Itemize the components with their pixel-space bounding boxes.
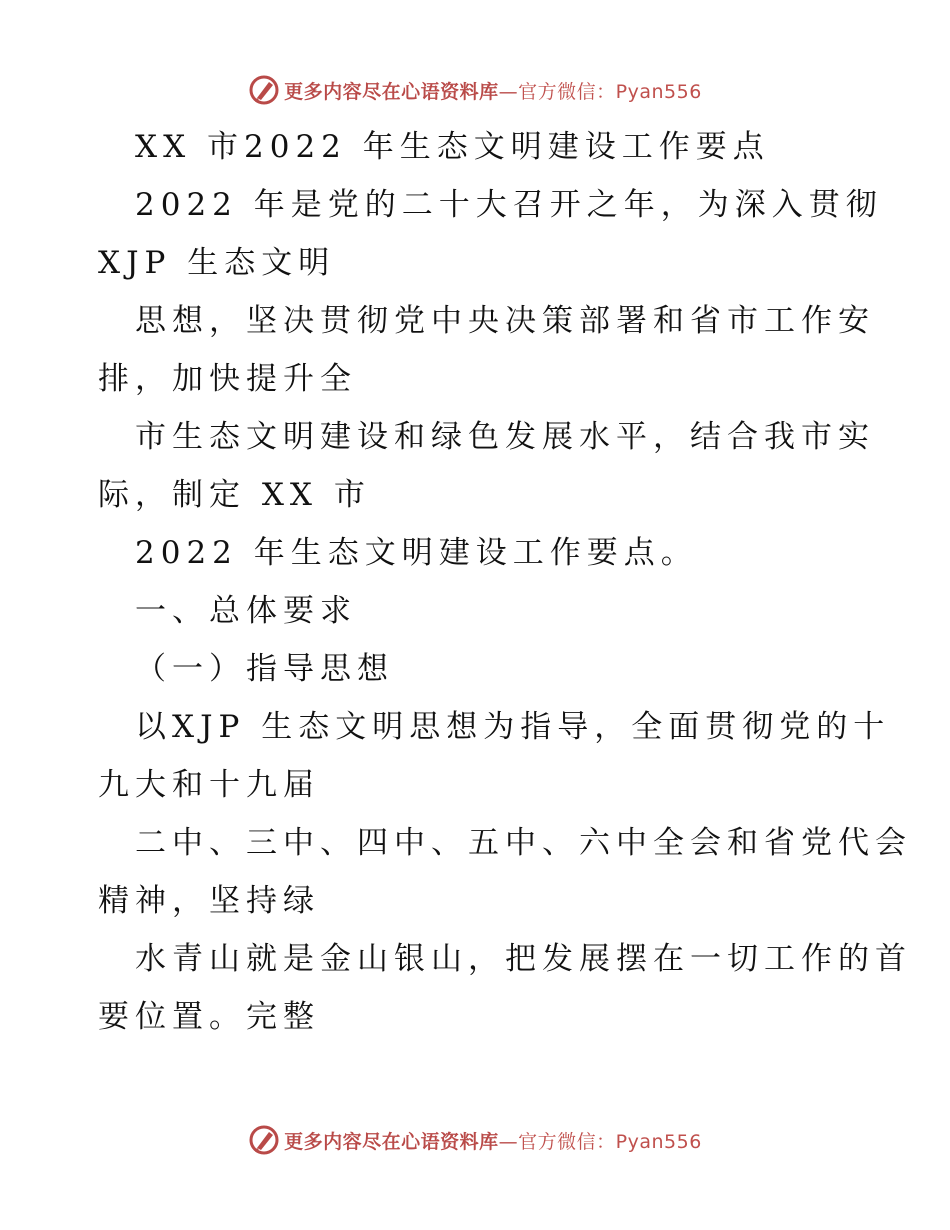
paragraph-line-15: 要位置。完整 <box>98 999 320 1035</box>
paragraph-line-3: 思想，坚决贯彻党中央决策部署和省市工作安 <box>135 303 875 339</box>
paragraph-line-2: XJP 生态文明 <box>98 245 336 281</box>
header-banner-content <box>248 74 702 106</box>
subsection-heading-1: （一）指导思想 <box>135 651 394 687</box>
paragraph-line-12: 二中、三中、四中、五中、六中全会和省党代会 <box>135 825 912 861</box>
paragraph-line-11: 九大和十九届 <box>98 767 320 803</box>
section-heading-1: 一、总体要求 <box>135 593 357 629</box>
footer-banner-dash: — <box>498 1130 519 1153</box>
paragraph-line-6: 际，制定 XX 市 <box>98 477 371 513</box>
header-banner-main: 更多内容尽在心语资料库 <box>284 80 499 103</box>
header-banner-sub: 官方微信：Pyan556 <box>518 80 702 103</box>
pen-circle-icon <box>248 1124 280 1156</box>
footer-banner <box>0 1120 950 1160</box>
header-banner-text <box>284 77 702 104</box>
footer-banner-main: 更多内容尽在心语资料库 <box>284 1130 499 1153</box>
pen-circle-icon <box>248 74 280 106</box>
document-title: XX 市2022 年生态文明建设工作要点 <box>135 129 770 165</box>
paragraph-line-1: 2022 年是党的二十大召开之年，为深入贯彻 <box>135 187 883 223</box>
header-banner <box>0 70 950 110</box>
footer-banner-content <box>248 1124 702 1156</box>
paragraph-line-7: 2022 年生态文明建设工作要点。 <box>135 535 698 571</box>
paragraph-line-5: 市生态文明建设和绿色发展水平，结合我市实 <box>135 419 875 455</box>
footer-banner-sub: 官方微信：Pyan556 <box>518 1130 702 1153</box>
paragraph-line-4: 排，加快提升全 <box>98 361 357 397</box>
paragraph-line-14: 水青山就是金山银山，把发展摆在一切工作的首 <box>135 941 912 977</box>
footer-banner-text <box>284 1127 702 1154</box>
header-banner-dash: — <box>498 80 519 103</box>
paragraph-line-13: 精神，坚持绿 <box>98 883 320 919</box>
paragraph-line-10: 以XJP 生态文明思想为指导，全面贯彻党的十 <box>135 709 891 745</box>
